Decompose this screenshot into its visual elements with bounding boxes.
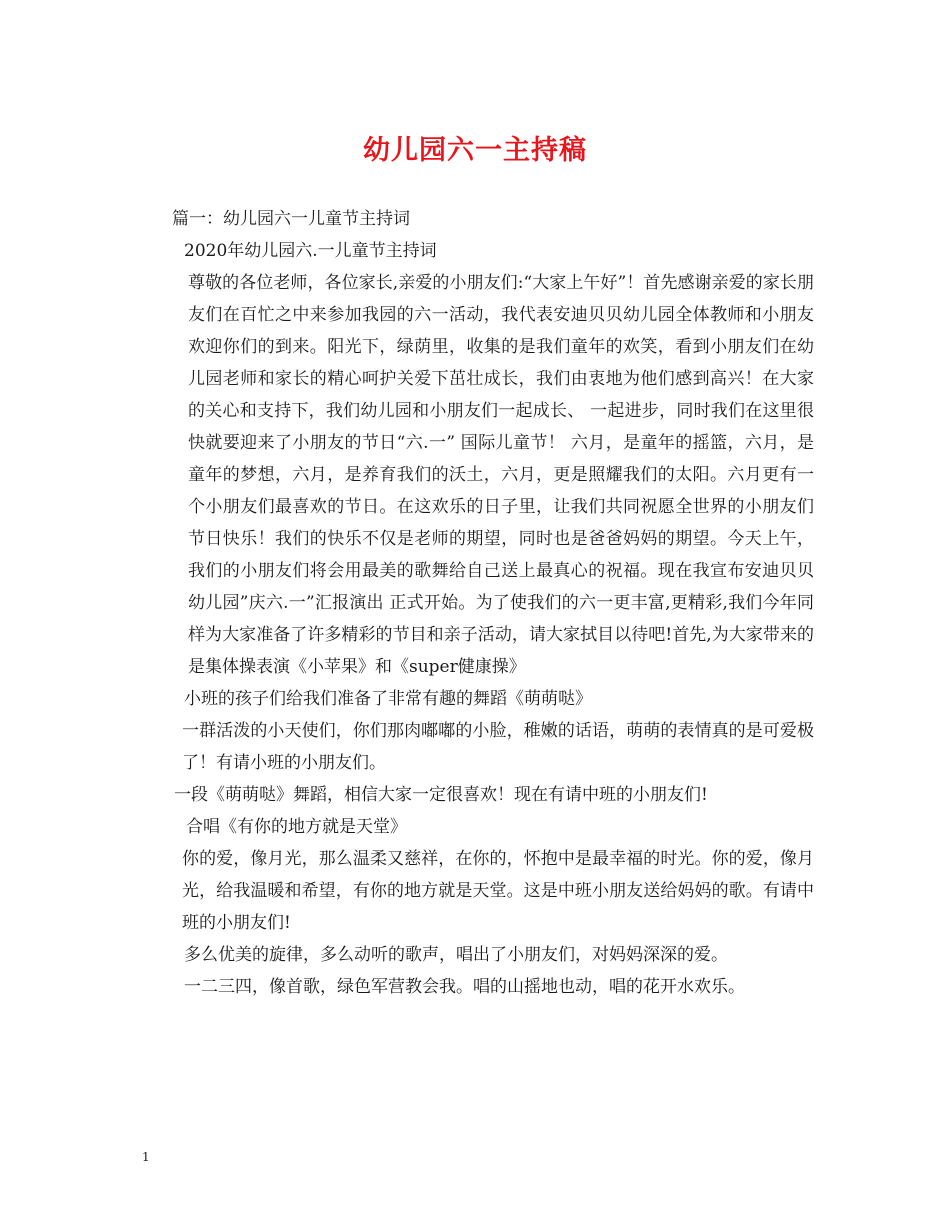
subheading: 2020年幼儿园六.一儿童节主持词 xyxy=(184,241,437,261)
paragraph-small-class-dance: 小班的孩子们给我们准备了非常有趣的舞蹈《萌萌哒》 xyxy=(184,689,592,709)
paragraph-little-angels: 一群活泼的小天使们，你们那肉嘟嘟的小脸，稚嫩的话语，萌萌的表情真的是可爱极了！有请小班的小朋友们。 xyxy=(182,721,814,773)
page-title: 幼儿园六一主持稿 xyxy=(363,135,587,166)
paragraph-dance-transition: 一段《萌萌哒》舞蹈，相信大家一定很喜欢！现在有请中班的小朋友们! xyxy=(174,785,708,805)
paragraph-your-love: 你的爱，像月光，那么温柔又慈祥，在你的，怀抱中是最幸福的时光。你的爱，像月光，给我温暖和希望，有你的地方就是天堂。这是中班小朋友送给妈妈的歌。有请中班的小朋友们! xyxy=(182,849,814,933)
document-body xyxy=(138,203,814,1003)
page-number: 1 xyxy=(142,1150,150,1164)
paragraph-melody: 多么优美的旋律，多么动听的歌声，唱出了小朋友们，对妈妈深深的爱。 xyxy=(184,945,728,965)
section-heading: 篇一：幼儿园六一儿童节主持词 xyxy=(172,209,410,229)
paragraph-army-song: 一二三四，像首歌，绿色军营教会我。唱的山摇地也动，唱的花开水欢乐。 xyxy=(184,977,745,997)
paragraph-opening-speech: 尊敬的各位老师，各位家长,亲爱的小朋友们:“大家上午好”！首先感谢亲爱的家长朋友们在百忙之中来参加我园的六一活动，我代表安迪贝贝幼儿园全体教师和小朋友欢迎你们的到来。阳光下，绿荫里，收集的是我们童年的欢笑，看到小朋友们在幼儿园老师和家长的精心呵护关爱下茁壮成长，我们由衷地为他们感到高兴！在大家的关心和支持下，我们幼儿园和小朋友们一起成长、 一起进步，同时我们在这里很快就要迎来了小朋友的节日“六.一” 国际儿童节！ 六月，是童年的摇篮，六月，是童年的梦想，六月，是养育我们的沃土，六月，更是照耀我们的太阳。六月更有一个小朋友们最喜欢的节日。在这欢乐的日子里，让我们共同祝愿全世界的小朋友们节日快乐！我们的快乐不仅是老师的期望，同时也是爸爸妈妈的期望。今天上午，我们的小朋友们将会用最美的歌舞给自己送上最真心的祝福。现在我宣布安迪贝贝幼儿园”庆六.一”汇报演出 正式开始。为了使我们的六一更丰富,更精彩,我们今年同样为大家准备了许多精彩的节目和亲子活动，请大家拭目以待吧!首先,为大家带来的是集体操表演《小苹果》和《super健康操》 xyxy=(188,273,814,677)
paragraph-chorus-title: 合唱《有你的地方就是天堂》 xyxy=(186,817,407,837)
